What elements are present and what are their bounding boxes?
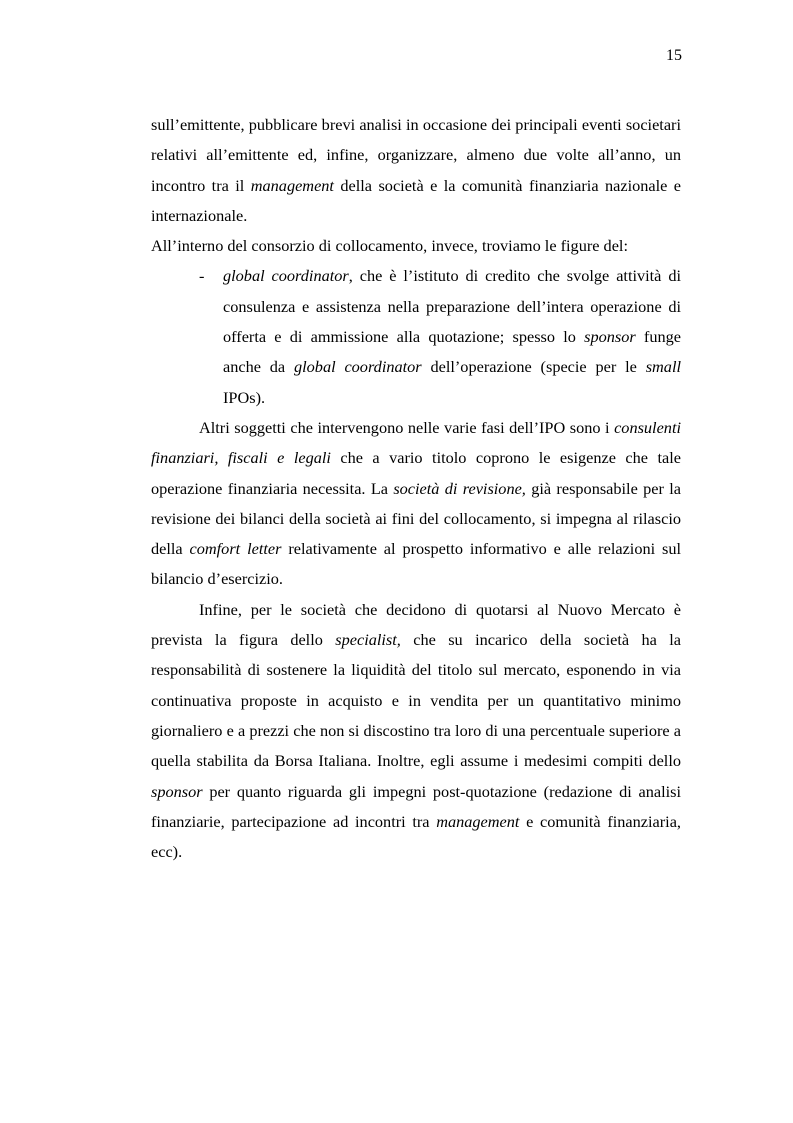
page-number: 15 — [666, 47, 682, 64]
bullet-dash: - — [199, 266, 205, 286]
italic-term-audit-firm: società di revisione, — [393, 478, 526, 498]
text-run: funge anche da — [223, 327, 681, 377]
text-run: dell’operazione (specie per le — [421, 357, 646, 377]
italic-term-specialist: specialist, — [335, 630, 401, 650]
list-item-global-coordinator — [199, 261, 682, 412]
italic-term-sponsor: sponsor — [584, 327, 636, 347]
text-run: che a vario titolo coprono le esigenze che tale operazione finanziaria necessita. La — [151, 448, 681, 498]
text-run: che su incarico della società ha la responsabilità di sostenere la liquidità del titolo sul mercato, esponendo in via continuativa proposte in acquisto e in vendita per un quantitativo minimo giornaliero e a prezzi che non si discostino tra loro di una percentuale superiore a quella stabilita da Borsa Italiana. Inoltre, egli assume i medesimi compiti dello — [151, 630, 682, 771]
text-run: e comunità finanziaria, ecc). — [151, 811, 681, 862]
paragraph-specialist — [151, 595, 681, 868]
text-run: All’interno del consorzio di collocamento, invece, troviamo le figure del: — [151, 236, 628, 256]
italic-term-comfort-letter: comfort letter — [189, 539, 282, 559]
italic-term-management: management — [436, 811, 520, 831]
text-run: della società e la comunità finanziaria nazionale e internazionale. — [151, 175, 682, 225]
body-text — [151, 110, 681, 867]
text-run: sull’emittente, pubblicare brevi analisi in occasione dei principali eventi societari relativi all’emittente ed, infine, organizzare, almeno due volte all’anno, un incontro tra il — [151, 115, 681, 195]
text-run: già responsabile per la revisione dei bilanci della società ai fini del collocamento, si impegna al rilascio della — [151, 478, 681, 559]
text-run: relativamente al prospetto informativo e alle relazioni sul bilancio d’esercizio. — [151, 539, 682, 589]
italic-term-consultants: consulenti finanziari, fiscali e legali — [151, 417, 681, 468]
text-run: IPOs). — [223, 387, 266, 407]
text-run: , che è l’istituto di credito che svolge attività di consulenza e assistenza nella preparazione dell’intera operazione di offerta e di ammissione alla quotazione; spesso lo — [223, 266, 682, 347]
italic-term-management: management — [250, 175, 334, 195]
italic-term-small: small — [645, 357, 681, 377]
italic-term-global-coordinator: global coordinator — [294, 357, 422, 377]
italic-term-global-coordinator: global coordinator — [223, 266, 349, 286]
text-run: per quanto riguarda gli impegni post-quotazione (redazione di analisi finanziarie, partecipazione ad incontri tra — [151, 781, 681, 831]
text-run: Infine, per le società che decidono di quotarsi al Nuovo Mercato è prevista la figura dello — [151, 599, 681, 650]
paragraph-consortium-intro — [151, 231, 681, 261]
italic-term-sponsor: sponsor — [151, 781, 203, 801]
paragraph-other-parties — [151, 413, 681, 595]
text-run: Altri soggetti che intervengono nelle varie fasi dell’IPO sono i — [199, 417, 615, 437]
paragraph-issuer-obligations — [151, 110, 681, 231]
